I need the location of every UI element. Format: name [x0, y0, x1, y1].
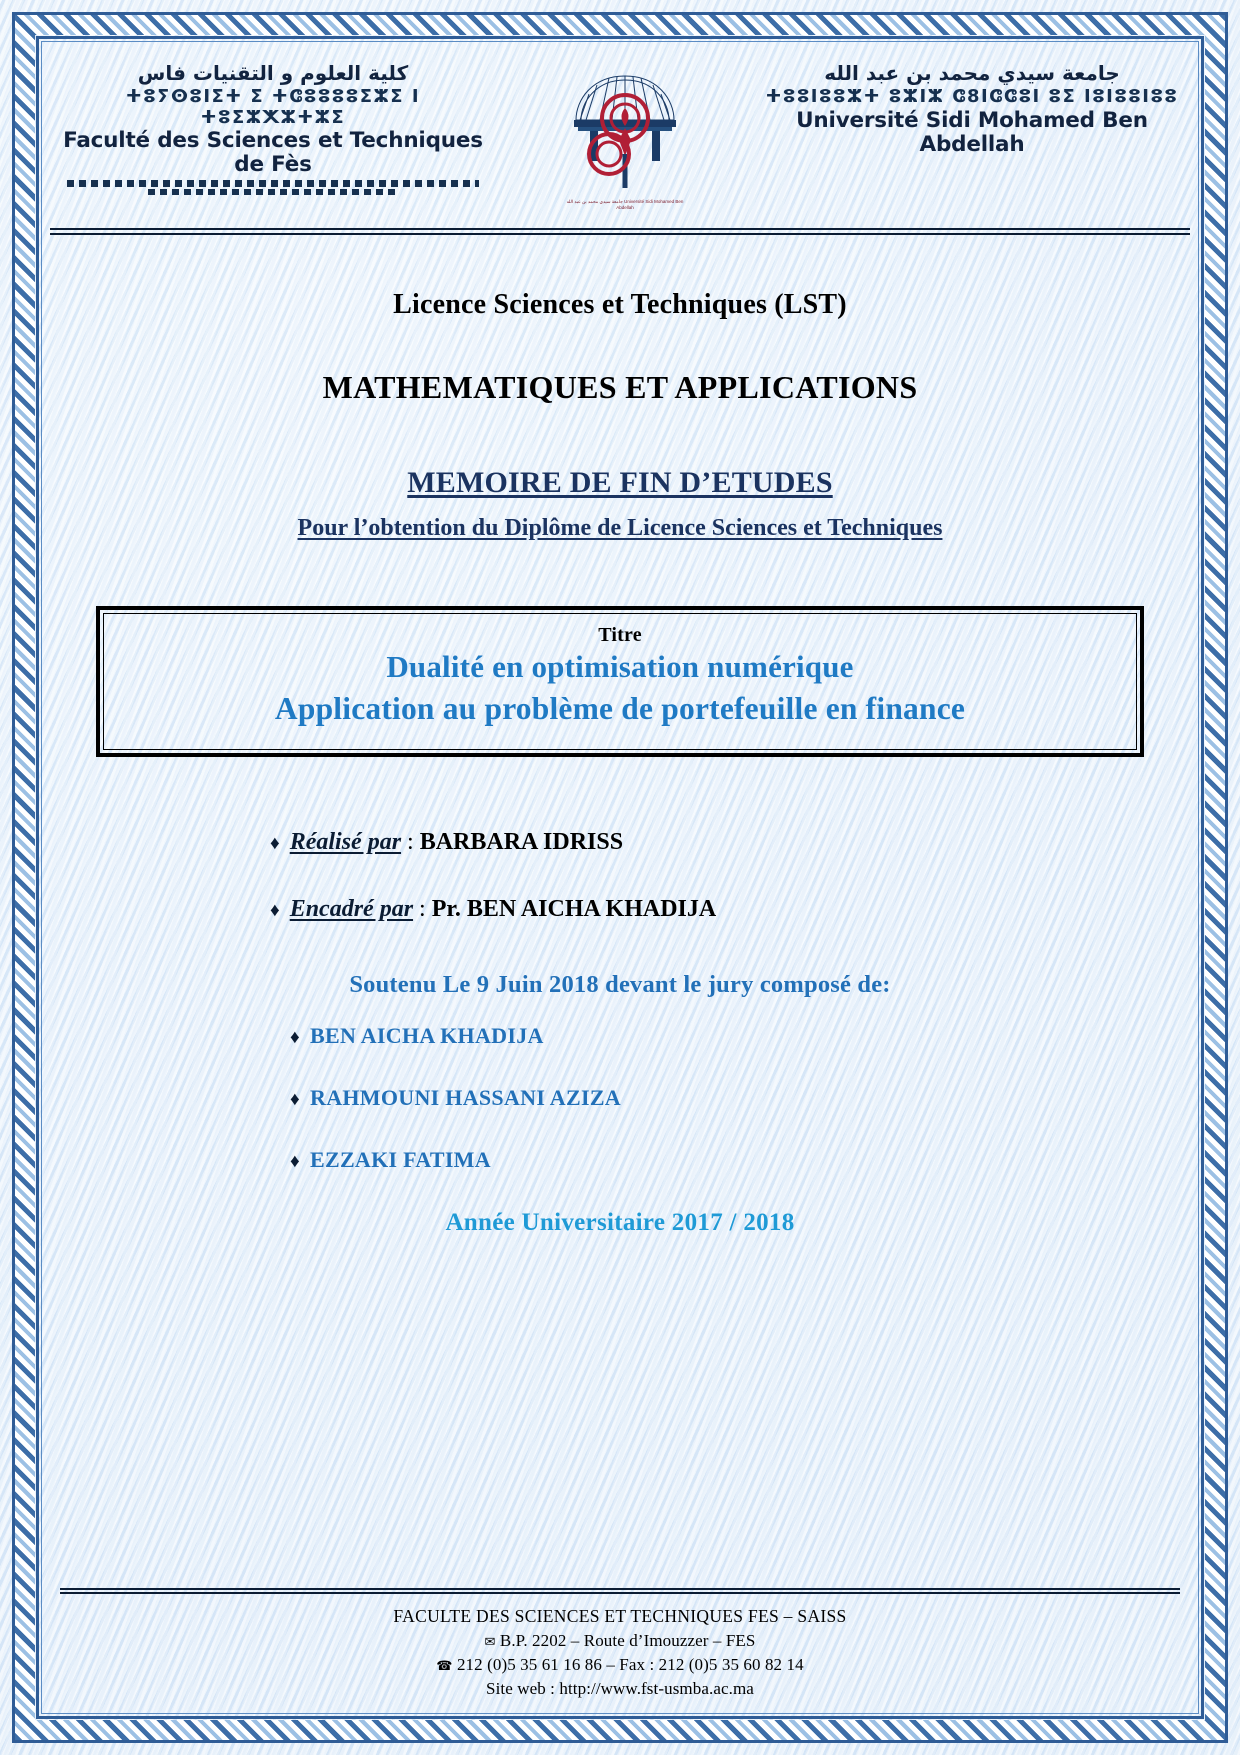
diamond-bullet-icon: ♦: [270, 900, 280, 922]
footer-phone: [60, 1653, 1180, 1677]
author-separator: :: [401, 829, 420, 856]
jury-member-row: [290, 1085, 1180, 1111]
jury-member-list: [60, 1023, 1180, 1173]
footer-institution: FACULTE DES SCIENCES ET TECHNIQUES FES – SAISS: [393, 1605, 847, 1626]
faculty-underline-dashed-short: [148, 189, 397, 195]
jury-member-name: RAHMOUNI HASSANI AZIZA: [310, 1085, 621, 1111]
jury-member-row: [290, 1023, 1180, 1049]
title-box-outer-border: [96, 606, 1144, 757]
supervisor-separator: :: [413, 896, 432, 923]
thesis-title-line-1: Dualité en optimisation numérique: [386, 649, 854, 684]
header-separator-rule: [50, 228, 1190, 235]
jury-heading: Soutenu Le 9 Juin 2018 devant le jury composé de:: [349, 971, 891, 999]
supervisor-role-label: Encadré par: [289, 896, 414, 923]
footer-address-text: B.P. 2202 – Route d’Imouzzer – FES: [499, 1630, 756, 1650]
university-name-arabic: جامعة سيدي محمد بن عبد الله: [824, 61, 1120, 85]
title-box-wrapper: [60, 606, 1180, 757]
faculty-name-tifinagh: ⵜⵓⵢⵙⵓⵏⵉⵜ ⵉ ⵜⵛⵓⵓⵓⵓⵉⵣⵉ ⵏ ⵜⵓⵉⵣⵅⵣⵜⵣⵉ: [125, 86, 421, 128]
faculty-name-french: Faculté des Sciences et Techniques de Fès: [63, 127, 483, 177]
jury-member-row: [290, 1147, 1180, 1173]
purpose-line: Pour l’obtention du Diplôme de Licence Sciences et Techniques: [297, 515, 943, 541]
academic-year-line: Année Universitaire 2017 / 2018: [445, 1209, 795, 1237]
title-box-inner-border: [103, 613, 1137, 750]
mail-icon: ✉: [484, 1633, 496, 1649]
title-label: Titre: [598, 624, 642, 646]
document-header: [48, 48, 1192, 222]
university-crest-icon: [564, 68, 686, 198]
document-type-line: MEMOIRE DE FIN D’ETUDES: [407, 466, 833, 499]
university-identity-block: [762, 62, 1182, 157]
university-name-french: Université Sidi Mohamed Ben Abdellah: [796, 107, 1148, 157]
faculty-identity-block: [58, 62, 488, 195]
jury-member-name: EZZAKI FATIMA: [310, 1147, 491, 1173]
footer-address: [60, 1629, 1180, 1653]
diamond-bullet-icon: ♦: [290, 1151, 300, 1173]
footer-separator-rule: [60, 1588, 1180, 1594]
people-section: [60, 829, 1180, 923]
supervisor-name: Pr. BEN AICHA KHADIJA: [431, 896, 717, 923]
diamond-bullet-icon: ♦: [290, 1089, 300, 1111]
thesis-title-line-2: Application au problème de portefeuille en finance: [274, 690, 966, 726]
university-name-tifinagh: ⵜⵓⵓⵏⵓⵓⵣⵜ ⵓⵣⵏⵣ ⵛ8ⵏⵛⵛⵓⵏ ⵓⵉ ⵏⵓⵏⵓⵓⵏⵓⵓ: [765, 86, 1179, 108]
university-logo: [560, 62, 690, 210]
footer-website: Site web : http://www.fst-usmba.ac.ma: [486, 1678, 754, 1698]
author-row: [270, 829, 1180, 856]
supervisor-row: [270, 896, 1180, 923]
degree-line: Licence Sciences et Techniques (LST): [393, 289, 847, 320]
footer-phone-text: 212 (0)5 35 61 16 86 – Fax : 212 (0)5 35 60 82 14: [456, 1654, 804, 1674]
page-content: [48, 48, 1192, 1707]
jury-member-name: BEN AICHA KHADIJA: [310, 1023, 544, 1049]
document-footer: [60, 1588, 1180, 1701]
faculty-name-arabic: كلية العلوم و التقنيات فاس: [137, 61, 409, 85]
phone-icon: ☎: [436, 1657, 453, 1673]
faculty-underline-dashed: [67, 180, 480, 187]
diamond-bullet-icon: ♦: [270, 833, 280, 855]
program-line: MATHEMATIQUES ET APPLICATIONS: [322, 369, 918, 405]
logo-caption: جامعة سيدي محمد بن عبد الله Université Sidi Mohamed Ben Abdellah: [566, 199, 684, 210]
author-name: BARBARA IDRISS: [419, 829, 624, 856]
diamond-bullet-icon: ♦: [290, 1027, 300, 1049]
author-role-label: Réalisé par: [289, 829, 402, 856]
document-body: [48, 289, 1192, 1237]
